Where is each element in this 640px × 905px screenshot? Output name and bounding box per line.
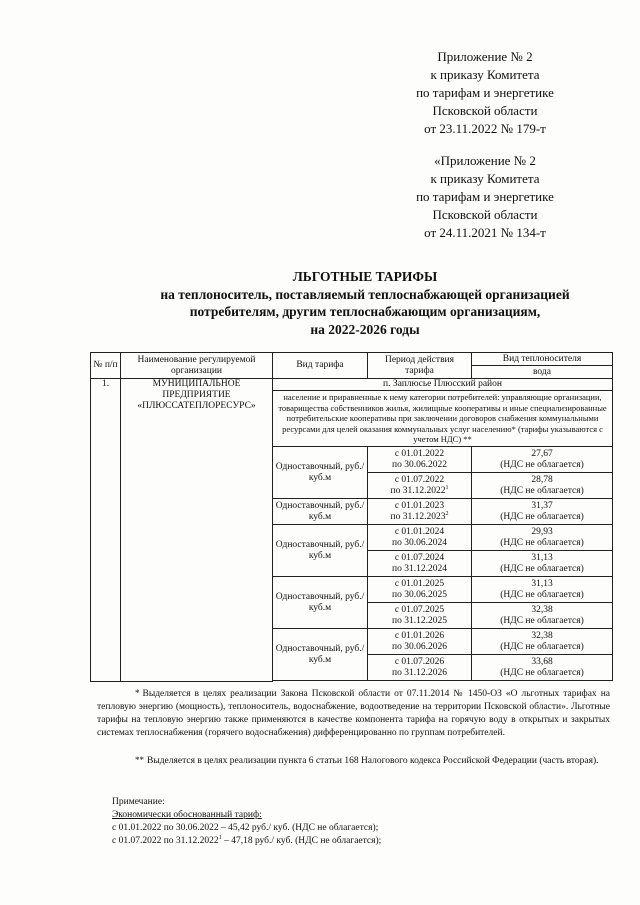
tariff-value: 31,37 [531,500,553,511]
period-to: по 30.06.2026 [392,641,447,652]
tariff-value: 28,78 [531,474,553,485]
vat-note: (НДС не облагается) [500,537,584,548]
appendix-line: к приказу Комитета [430,67,540,82]
footnote-star: ** [135,755,144,765]
value-cell [472,577,613,603]
value-cell [472,551,613,577]
tariff-type: Одноставочный, руб./куб.м [273,577,368,629]
footnote-star: * [135,688,140,698]
period-to: по 31.12.2025 [392,615,447,626]
footnote-text: Выделяется в целях реализации пункта 6 статьи 168 Налогового кодекса Российской Федерации (часть вторая). [147,756,599,766]
appendix-previous [380,152,590,242]
header-period: Период действия тарифа [368,353,472,379]
tariff-type: Одноставочный, руб./куб.м [273,525,368,577]
period-cell [368,629,472,655]
period-from: с 01.01.2023 [394,500,445,511]
title-line: потребителям, другим теплоснабжающим организациям, [189,304,541,319]
vat-note: (НДС не облагается) [500,485,584,496]
tariff-value: 33,68 [531,656,553,667]
tariff-value: 31,13 [531,578,553,589]
period-from: с 01.07.2024 [394,552,445,563]
footnote-sup: 1 [445,484,449,491]
period-from: с 01.01.2022 [394,448,445,459]
vat-note: (НДС не облагается) [500,589,584,600]
appendix-line: от 23.11.2022 № 179-т [424,121,546,136]
value-cell [472,447,613,473]
value-cell [472,655,613,681]
tariff-type: Одноставочный, руб./куб.м [273,447,368,499]
period-from: с 01.01.2024 [394,526,445,537]
organization-name: МУНИЦИПАЛЬНОЕ ПРЕДПРИЯТИЕ «ПЛЮССАТЕПЛОРЕСУРС» [121,379,273,682]
tariff-value: 31,13 [531,552,553,563]
appendix-line: Псковской области [432,103,538,118]
header-type: Вид тарифа [273,353,368,379]
period-to: по 31.12.2024 [392,563,447,574]
appendix-line: по тарифам и энергетике [416,85,554,100]
footnote-1 [97,687,610,740]
period-cell [368,551,472,577]
appendix-line: Приложение № 2 [437,49,533,64]
period-from: с 01.01.2026 [394,630,445,641]
title-line: ЛЬГОТНЫЕ ТАРИФЫ [292,269,438,284]
document-title [0,268,640,338]
value-cell [472,525,613,551]
footnote-2 [97,754,610,768]
footnote-sup: 1 [218,834,222,841]
vat-note: (НДС не облагается) [500,615,584,626]
period-to: по 31.12.2023 [390,511,446,522]
period-to: по 31.12.2026 [392,667,447,678]
value-cell [472,473,613,499]
period-cell [368,655,472,681]
period-from: с 01.07.2026 [394,656,445,667]
location: п. Заплюсье Плюсский район [273,379,613,391]
tariff-value: 29,93 [531,526,553,537]
period-cell [368,499,472,525]
period-to: по 30.06.2025 [392,589,447,600]
period-to: по 31.12.2022 [390,485,446,496]
header-org: Наименование регулируемой организации [121,353,273,379]
value-cell [472,499,613,525]
row-number: 1. [91,379,121,682]
title-line: на теплоноситель, поставляемый теплоснабжающей организацией [160,286,570,302]
tariff-value: 32,38 [531,630,553,641]
vat-note: (НДС не облагается) [500,667,584,678]
header-carrier: Вид теплоносителя [472,353,613,366]
note-title: Примечание: [112,797,165,807]
period-cell [368,603,472,629]
period-from: с 01.01.2025 [394,578,445,589]
appendix-current [380,48,590,138]
period-cell [368,447,472,473]
appendix-line: от 24.11.2021 № 134-т [424,225,546,240]
period-cell [368,473,472,499]
note-subtitle: Экономически обоснованный тариф: [112,810,262,820]
tariff-type: Одноставочный, руб./куб.м [273,629,368,681]
period-cell [368,525,472,551]
vat-note: (НДС не облагается) [500,459,584,470]
note-line-part: с 01.07.2022 по 31.12.2022 [112,836,219,846]
appendix-line: по тарифам и энергетике [416,189,554,204]
title-line: на 2022-2026 годы [310,321,420,337]
note-line-part: – 47,18 руб./ куб. (НДС не облагается); [221,836,382,846]
period-from: с 01.07.2025 [394,604,445,615]
footnote-sup: 2 [445,510,449,517]
note-line [112,836,381,846]
tariff-value: 27,67 [531,448,553,459]
tariff-value: 32,38 [531,604,553,615]
note-line: с 01.01.2022 по 30.06.2022 – 45,42 руб./ куб. (НДС не облагается); [112,823,379,833]
vat-note: (НДС не облагается) [500,641,584,652]
consumer-category: население и приравненные к нему категории потребителей: управляющие организации, товарищества собственников жилья, жилищные кооперативы и иные специализированные потребительские кооперативы при заключении договоров снабжения коммунальными ресурсами для целей оказания коммунальных услуг населению* (тарифы указываются с учетом НДС) ** [273,391,613,447]
value-cell [472,603,613,629]
appendix-line: «Приложение № 2 [434,153,536,168]
vat-note: (НДС не облагается) [500,563,584,574]
value-cell [472,629,613,655]
period-cell [368,577,472,603]
appendix-line: к приказу Комитета [430,171,540,186]
period-from: с 01.07.2022 [394,474,445,485]
appendix-line: Псковской области [432,207,538,222]
footnote-text: Выделяется в целях реализации Закона Псковской области от 07.11.2014 № 1450-ОЗ «О льготных тарифах на тепловую энергию (мощность), теплоноситель, водоснабжение, водоотведение на территории Псковской области». Льготные тарифы на тепловую энергию также применяются в качестве компонента тарифа на горячую воду в открытых и закрытых системах теплоснабжения (горячего водоснабжения) дифференцированно по группам потребителей. [97,689,610,738]
vat-note: (НДС не облагается) [500,511,584,522]
period-to: по 30.06.2022 [392,459,447,470]
tariff-table [90,352,613,682]
header-num: № п/п [91,353,121,379]
header-water: вода [472,366,613,379]
period-to: по 30.06.2024 [392,537,447,548]
tariff-type: Одноставочный, руб./куб.м [273,499,368,525]
